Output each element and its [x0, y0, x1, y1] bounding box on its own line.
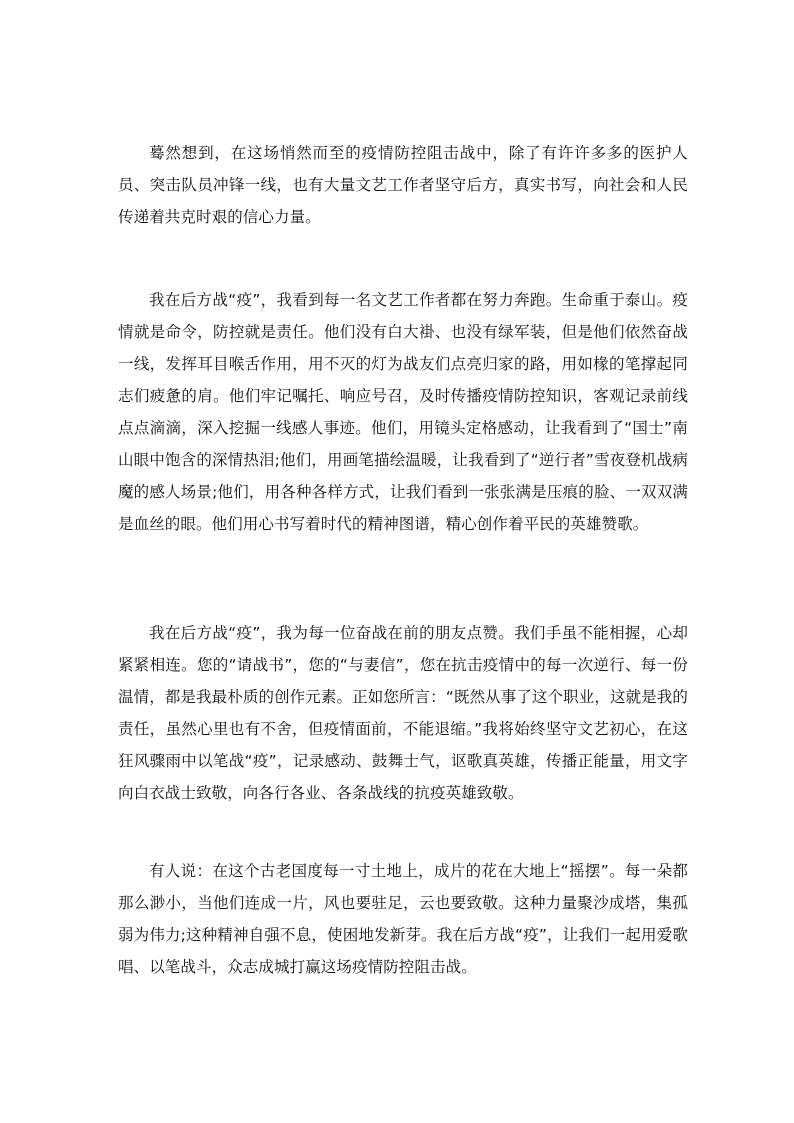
paragraph-tribute-frontline: 我在后方战“疫”，我为每一位奋战在前的朋友点赞。我们手虽不能相握，心却紧紧相连。您的“请战书”，您的“与妻信”，您在抗击疫情中的每一次逆行、每一份温情，都是我最朴质的创作元素。正如您所言：“既然从事了这个职业，这就是我的责任，虽然心里也有不舍，但疫情面前，不能退缩。”我将始终坚守文艺初心，在这狂风骤雨中以笔战“疫”，记录感动、鼓舞士气，讴歌真英雄，传播正能量，用文字向白衣战士致敬，向各行各业、各条战线的抗疫英雄致敬。 — [118, 624, 688, 802]
paragraph-cultural-workers: 我在后方战“疫”，我看到每一名文艺工作者都在努力奔跑。生命重于泰山。疫情就是命令，防控就是责任。他们没有白大褂、也没有绿军装，但是他们依然奋战一线，发挥耳目喉舌作用，用不灭的灯为战友们点亮归家的路，用如椽的笔撑起同志们疲惫的肩。他们牢记嘱托、响应号召，及时传播疫情防控知识，客观记录前线点点滴滴，深入挖掘一线感人事迹。他们，用镜头定格感动，让我看到了“国士”南山眼中饱含的深情热泪;他们，用画笔描绘温暖，让我看到了“逆行者”雪夜登机战病魔的感人场景;他们，用各种各样方式，让我们看到一张张满是压痕的脸、一双双满是血丝的眼。他们用心书写着时代的精神图谱，精心创作着平民的英雄赞歌。 — [118, 291, 688, 533]
paragraph-intro: 蓦然想到，在这场悄然而至的疫情防控阻击战中，除了有许许多多的医护人员、突击队员冲锋一线，也有大量文艺工作者坚守后方，真实书写，向社会和人民传递着共克时艰的信心力量。 — [118, 144, 688, 226]
paragraph-closing: 有人说：在这个古老国度每一寸土地上，成片的花在大地上“摇摆”。每一朵都那么渺小，当他们连成一片，风也要驻足，云也要致敬。这种力量聚沙成塔，集孤弱为伟力;这种精神自强不息，使困地发新芽。我在后方战“疫”，让我们一起用爱歌唱、以笔战斗，众志成城打赢这场疫情防控阻击战。 — [118, 862, 688, 976]
